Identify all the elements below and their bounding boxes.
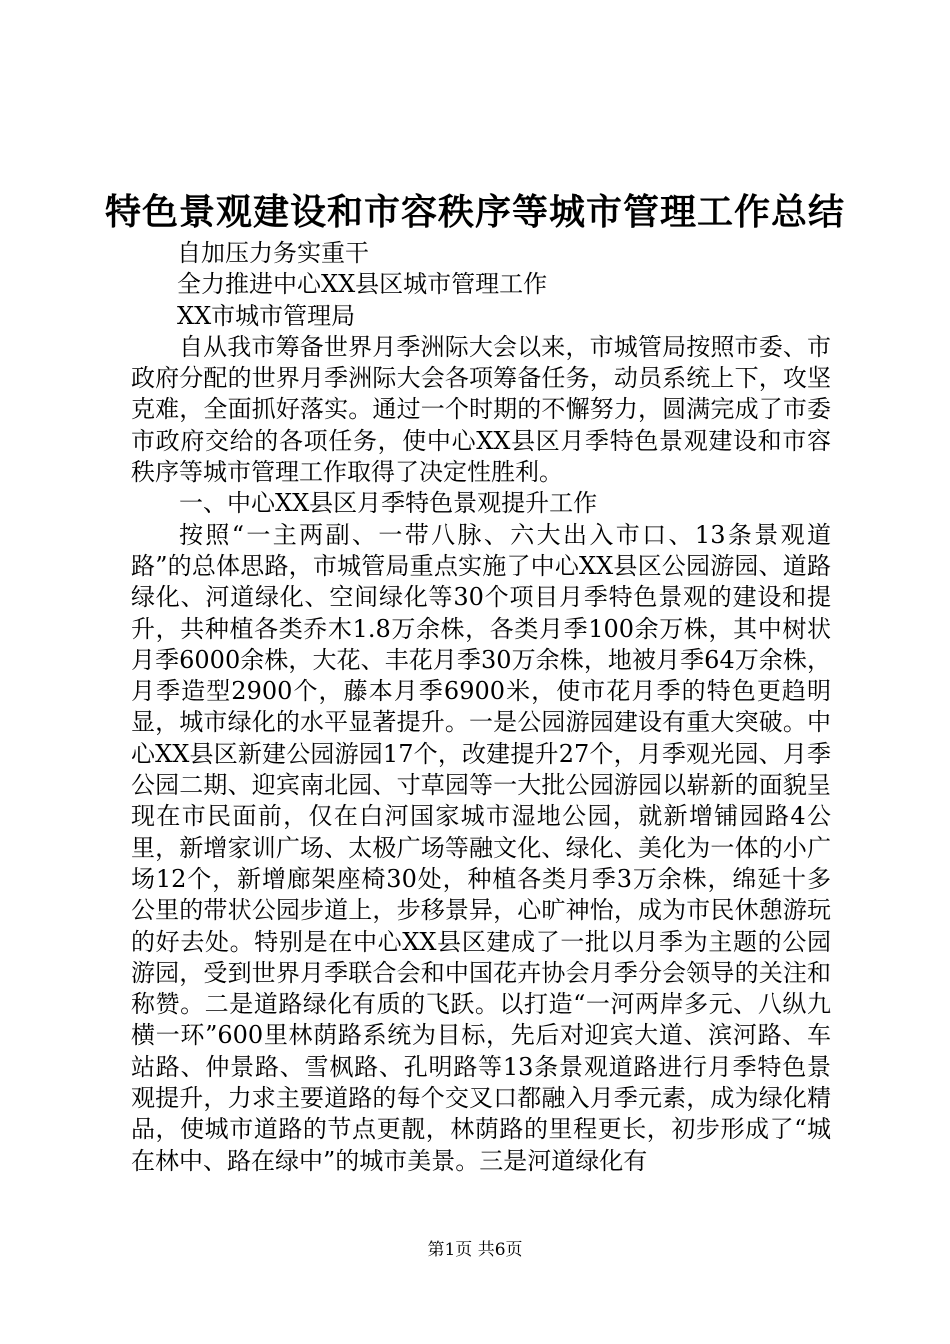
- section-heading: 一、中心XX县区月季特色景观提升工作: [179, 489, 598, 518]
- intro-paragraph: 自从我市筹备世界月季洲际大会以来，市城管局按照市委、市政府分配的世界月季洲际大会各项筹备任务，动员系统上下，攻坚克难，全面抓好落实。通过一个时期的不懈努力，圆满完成了市委市政府交给的各项任务，使中心XX县区月季特色景观建设和市容秩序等城市管理工作取得了决定性胜利。: [131, 332, 831, 487]
- subtitle-line-2: 全力推进中心XX县区城市管理工作: [177, 270, 548, 299]
- author-line: XX市城市管理局: [177, 301, 356, 330]
- document-body: [131, 238, 831, 1177]
- subtitle-line-1: 自加压力务实重干: [177, 239, 369, 267]
- page-number: 第1页 共6页: [427, 1240, 523, 1260]
- document-title: 特色景观建设和市容秩序等城市管理工作总结: [104, 191, 845, 233]
- section-paragraph: 按照“一主两副、一带八脉、六大出入市口、13条景观道路”的总体思路，市城管局重点实施了中心XX县区公园游园、道路绿化、河道绿化、空间绿化等30个项目月季特色景观的建设和提升，共种植各类乔木1.8万余株，各类月季100余万株，其中树状月季6000余株，大花、丰花月季30万余株，地被月季64万余株，月季造型2900个，藤本月季6900米，使市花月季的特色更趋明显，城市绿化的水平显著提升。一是公园游园建设有重大突破。中心XX县区新建公园游园17个，改建提升27个，月季观光园、月季公园二期、迎宾南北园、寸草园等一大批公园游园以崭新的面貌呈现在市民面前，仅在白河国家城市湿地公园，就新增铺园路4公里，新增家训广场、太极广场等融文化、绿化、美化为一体的小广场12个，新增廊架座椅30处，种植各类月季3万余株，绵延十多公里的带状公园步道上，步移景异，心旷神怡，成为市民休憩游玩的好去处。特别是在中心XX县区建成了一批以月季为主题的公园游园，受到世界月季联合会和中国花卉协会月季分会领导的关注和称赞。二是道路绿化有质的飞跃。以打造“一河两岸多元、八纵九横一环”600里林荫路系统为目标，先后对迎宾大道、滨河路、车站路、仲景路、雪枫路、孔明路等13条景观道路进行月季特色景观提升，力求主要道路的每个交叉口都融入月季元素，成为绿化精品，使城市道路的节点更靓，林荫路的里程更长，初步形成了“城在林中、路在绿中”的城市美景。三是河道绿化有: [131, 520, 831, 1175]
